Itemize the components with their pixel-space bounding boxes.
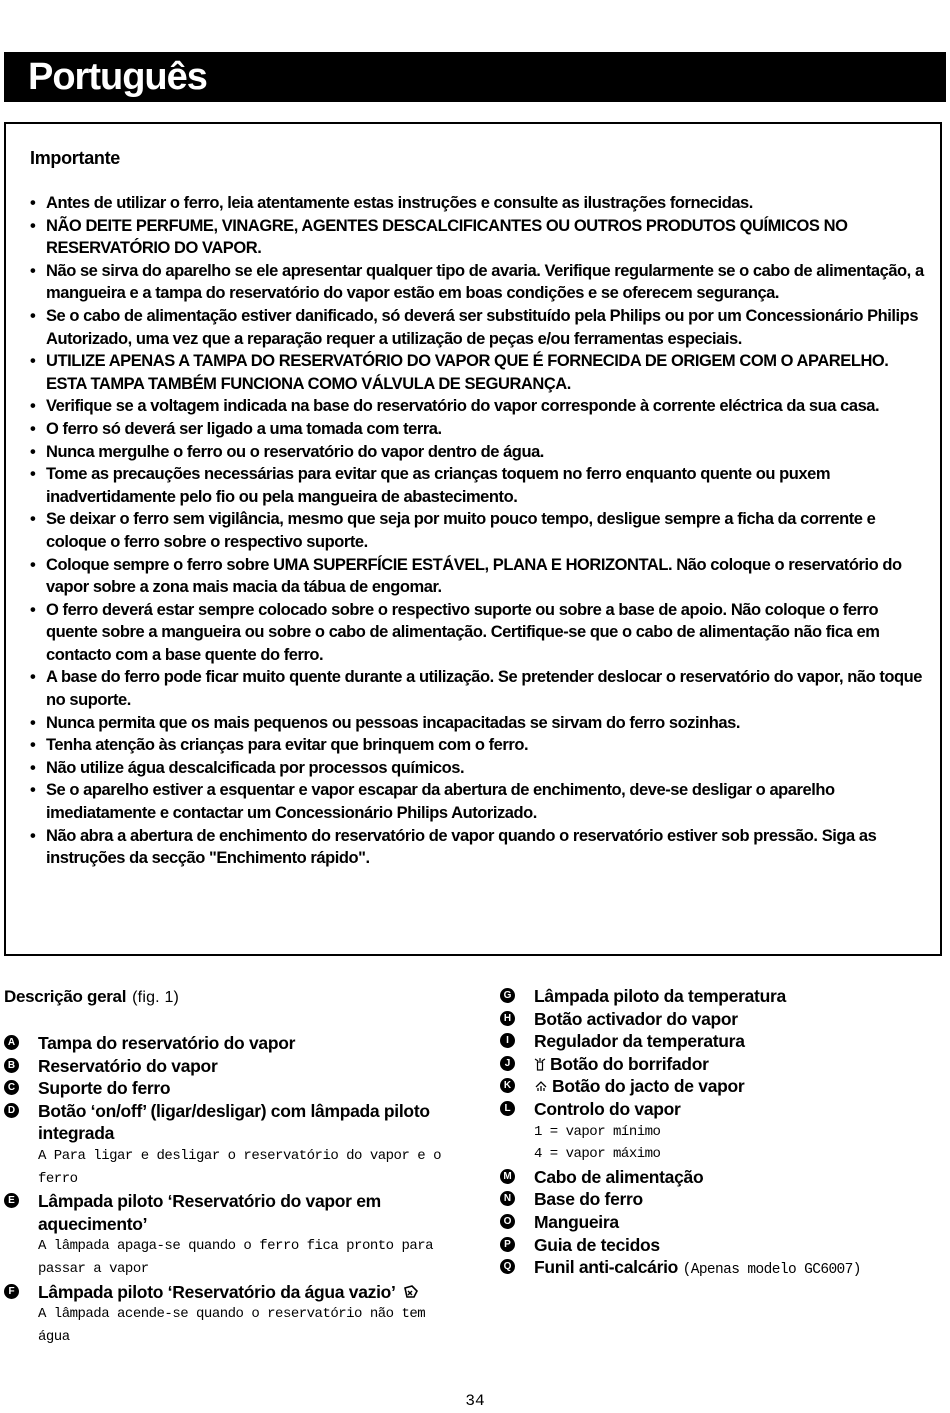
- model-note: (Apenas modelo GC6007): [682, 1262, 861, 1279]
- list-item: • UTILIZE APENAS A TAMPA DO RESERVATÓRIO DO VAPOR QUE É FORNECIDA DE ORIGEM COM O APARELHO. ESTA TAMPA TAMBÉM FUNCIONA COMO VÁLVULA DE SEGURANÇA.: [30, 350, 930, 395]
- list-item: • Não abra a abertura de enchimento do reservatório de vapor quando o reservatório estiver sob pressão. Siga as instruções da secção "Enchimento rápido".: [30, 825, 930, 870]
- part-letter: K: [500, 1078, 515, 1093]
- part-label-text: Botão do borrifador: [550, 1053, 709, 1074]
- part-letter: A: [4, 1035, 19, 1050]
- list-item: • Coloque sempre o ferro sobre UMA SUPERFÍCIE ESTÁVEL, PLANA E HORIZONTAL. Não coloque o reservatório do vapor sobre a zona mais macia da tábua de engomar.: [30, 554, 930, 599]
- part-letter: L: [500, 1101, 515, 1116]
- part-letter: H: [500, 1011, 515, 1026]
- part-item-o: [500, 1211, 940, 1234]
- part-label: Reservatório do vapor: [38, 1055, 218, 1076]
- part-letter: I: [500, 1033, 515, 1048]
- part-label: Tampa do reservatório do vapor: [38, 1033, 296, 1053]
- description-heading: [4, 985, 454, 1010]
- description-right-column: [500, 985, 940, 1282]
- part-label-text: Lâmpada piloto ‘Reservatório da água vazio’: [38, 1281, 395, 1302]
- part-item-n: [500, 1188, 940, 1211]
- part-letter: B: [4, 1058, 19, 1073]
- important-box: [4, 122, 942, 956]
- part-label: [534, 1256, 940, 1282]
- page-number: 34: [465, 1392, 485, 1410]
- part-label: Controlo do vapor: [534, 1098, 681, 1119]
- part-note: A lâmpada acende-se quando o reservatório não tem água: [38, 1306, 426, 1345]
- part-label: Botão ‘on/off’ (ligar/desligar) com lâmpada piloto integrada: [38, 1100, 430, 1144]
- part-label: Cabo de alimentação: [534, 1166, 704, 1187]
- part-item-a: [4, 1032, 454, 1055]
- part-letter: M: [500, 1169, 515, 1184]
- part-label-text: Funil anti-calcário: [534, 1257, 679, 1278]
- figure-reference: (fig. 1): [132, 989, 180, 1006]
- part-label: Guia de tecidos: [534, 1234, 660, 1255]
- part-item-m: [500, 1166, 940, 1189]
- part-item-e: [4, 1190, 454, 1280]
- section-title-bar: [4, 52, 946, 102]
- part-item-c: [4, 1077, 454, 1100]
- list-item: • Se o aparelho estiver a esquentar e vapor escapar da abertura de enchimento, deve-se desligar o aparelho imediatamente e contactar um Concessionário Philips Autorizado.: [30, 779, 930, 824]
- part-label: [38, 1281, 454, 1304]
- part-note: 1 = vapor mínimo: [534, 1123, 661, 1140]
- list-item: • Não se sirva do aparelho se ele apresentar qualquer tipo de avaria. Verifique regularmente se o cabo de alimentação, a mangueira e a tampa do reservatório do vapor estão em boas condições e se oferecem segurança.: [30, 260, 930, 305]
- spray-icon: [534, 1057, 546, 1071]
- steam-shot-icon: [534, 1079, 548, 1093]
- part-label: Suporte do ferro: [38, 1078, 171, 1099]
- part-label: Regulador da temperatura: [534, 1031, 745, 1052]
- list-item: • O ferro só deverá ser ligado a uma tomada com terra.: [30, 418, 930, 441]
- part-letter: N: [500, 1191, 515, 1206]
- important-list: [30, 192, 930, 870]
- part-item-q: [500, 1256, 940, 1282]
- part-letter: O: [500, 1214, 515, 1229]
- part-item-p: [500, 1234, 940, 1257]
- list-item: • Verifique se a voltagem indicada na base do reservatório do vapor corresponde à corrente eléctrica da sua casa.: [30, 395, 930, 418]
- part-item-k: [500, 1075, 940, 1098]
- list-item: • Tenha atenção às crianças para evitar que brinquem com o ferro.: [30, 734, 930, 757]
- list-item: • O ferro deverá estar sempre colocado sobre o respectivo suporte ou sobre a base de apoio. Não coloque o ferro quente sobre a mangueira ou sobre o cabo de alimentação. Certifique-se que o cabo de alimentação não fica em contacto com a base quente do ferro.: [30, 599, 930, 667]
- part-letter: D: [4, 1103, 19, 1118]
- part-item-j: [500, 1053, 940, 1076]
- important-heading: Importante: [30, 148, 121, 168]
- description-title: Descrição geral: [4, 987, 127, 1006]
- part-item-f: [4, 1281, 454, 1349]
- water-drop-empty-icon: [403, 1285, 419, 1299]
- part-letter: G: [500, 988, 515, 1003]
- part-label: Mangueira: [534, 1211, 619, 1232]
- part-label: [534, 1075, 940, 1098]
- part-label: Lâmpada piloto da temperatura: [534, 986, 786, 1006]
- list-item: • NÃO DEITE PERFUME, VINAGRE, AGENTES DESCALCIFICANTES OU OUTROS PRODUTOS QUÍMICOS NO RESERVATÓRIO DO VAPOR.: [30, 215, 930, 260]
- list-item: • Nunca permita que os mais pequenos ou pessoas incapacitadas se sirvam do ferro sozinhas.: [30, 712, 930, 735]
- part-label-text: Botão do jacto de vapor: [552, 1076, 745, 1097]
- part-note: 4 = vapor máximo: [534, 1146, 661, 1163]
- part-letter: Q: [500, 1259, 515, 1274]
- part-label: [534, 1053, 940, 1076]
- part-item-h: [500, 1008, 940, 1031]
- part-letter: J: [500, 1056, 515, 1071]
- part-letter: C: [4, 1080, 19, 1095]
- part-item-b: [4, 1055, 454, 1078]
- list-item: • A base do ferro pode ficar muito quente durante a utilização. Se pretender deslocar o reservatório do vapor, não toque no suporte.: [30, 666, 930, 711]
- list-item: • Não utilize água descalcificada por processos químicos.: [30, 757, 930, 780]
- part-label: Base do ferro: [534, 1189, 643, 1210]
- part-item-l: [500, 1098, 940, 1166]
- part-note: A lâmpada apaga-se quando o ferro fica pronto para passar a vapor: [38, 1238, 434, 1277]
- part-note: A Para ligar e desligar o reservatório do vapor e o ferro: [38, 1147, 441, 1187]
- part-letter: F: [4, 1284, 19, 1299]
- list-item: • Se o cabo de alimentação estiver danificado, só deverá ser substituído pela Philips ou por um Concessionário Philips Autorizado, uma vez que a reparação requer a utilização de peças e/ou ferramentas especiais.: [30, 305, 930, 350]
- part-item-g: [500, 985, 940, 1008]
- part-item-d: [4, 1100, 454, 1190]
- part-letter: E: [4, 1193, 19, 1208]
- page-title: Português: [28, 56, 207, 98]
- list-item: • Antes de utilizar o ferro, leia atentamente estas instruções e consulte as ilustrações fornecidas.: [30, 192, 930, 215]
- description-left-column: [4, 985, 454, 1348]
- list-item: • Se deixar o ferro sem vigilância, mesmo que seja por muito pouco tempo, desligue sempre a ficha da corrente e coloque o ferro sobre o respectivo suporte.: [30, 508, 930, 553]
- part-item-i: [500, 1030, 940, 1053]
- list-item: • Nunca mergulhe o ferro ou o reservatório do vapor dentro de água.: [30, 441, 930, 464]
- part-label: Botão activador do vapor: [534, 1008, 738, 1029]
- part-letter: P: [500, 1237, 515, 1252]
- part-label: Lâmpada piloto ‘Reservatório do vapor em aquecimento’: [38, 1191, 381, 1234]
- list-item: • Tome as precauções necessárias para evitar que as crianças toquem no ferro enquanto quente ou puxem inadvertidamente pelo fio ou pela mangueira de abastecimento.: [30, 463, 930, 508]
